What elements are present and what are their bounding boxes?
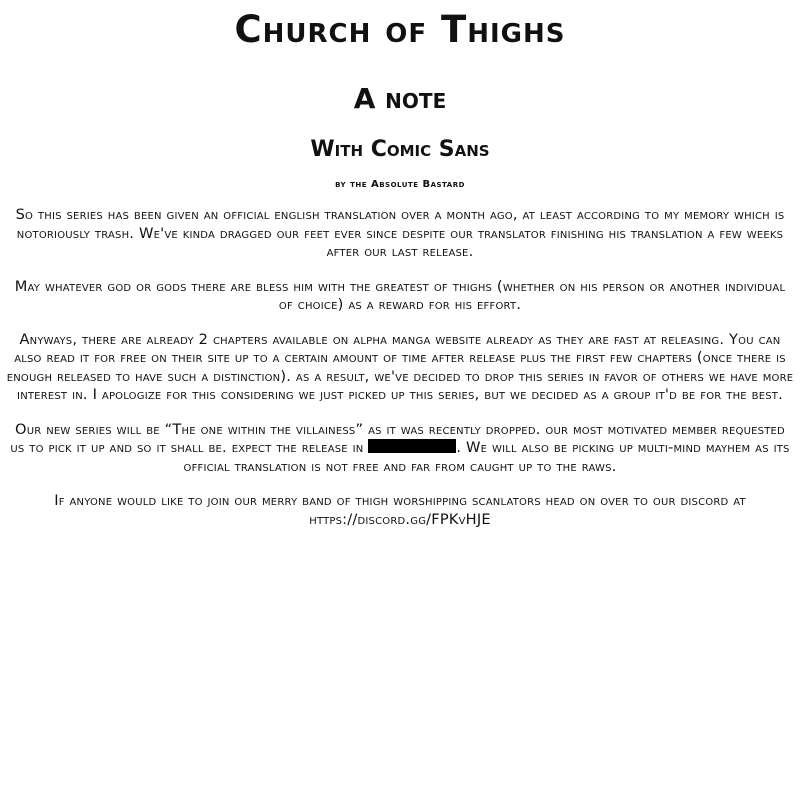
new-series-text-after: . We will also be picking up multi-mind mayhem as its official translation is not free and far from caught up to the raws. <box>183 439 790 475</box>
paragraph-discord-invite: If anyone would like to join our merry band of thigh worshipping scanlators head on over to our discord at https://discord.gg/FPKvHJE <box>54 492 746 528</box>
paragraph-drop-series: Anyways, there are already 2 chapters available on alpha manga website already as they are fast at releasing. You can also read it for free on their site up to a certain amount of time after release plus the first few chapters (once there is enough released to have such a distinction). as a result, we've decided to drop this series in favor of others we have more interest in. I apologize for this considering we just picked up this series, but we decided as a group it'd be for the best. <box>6 330 794 403</box>
paragraph-official-translation: So this series has been given an official english translation over a month ago, at least according to my memory which is notoriously trash. We've kinda dragged our feet ever since despite our translator finishing his translation a few weeks after our last release. <box>15 206 785 260</box>
paragraph-new-series <box>6 421 794 477</box>
font-subheading: With Comic Sans <box>310 137 490 162</box>
note-body <box>6 206 794 529</box>
paragraph-blessing: May whatever god or gods there are bless him with the greatest of thighs (whether on his person or another individual of choice) as a reward for his effort. <box>14 277 786 313</box>
note-heading: A note <box>353 82 447 115</box>
new-series-text-before: Our new series will be “The one within the villainess” as it was recently dropped. our most motivated member requested us to pick it up and so it shall be. expect the release in <box>10 420 785 456</box>
page-title: Church of Thighs <box>234 8 566 51</box>
author-byline: by the Absolute Bastard <box>335 179 465 190</box>
redaction-bar <box>368 439 456 453</box>
